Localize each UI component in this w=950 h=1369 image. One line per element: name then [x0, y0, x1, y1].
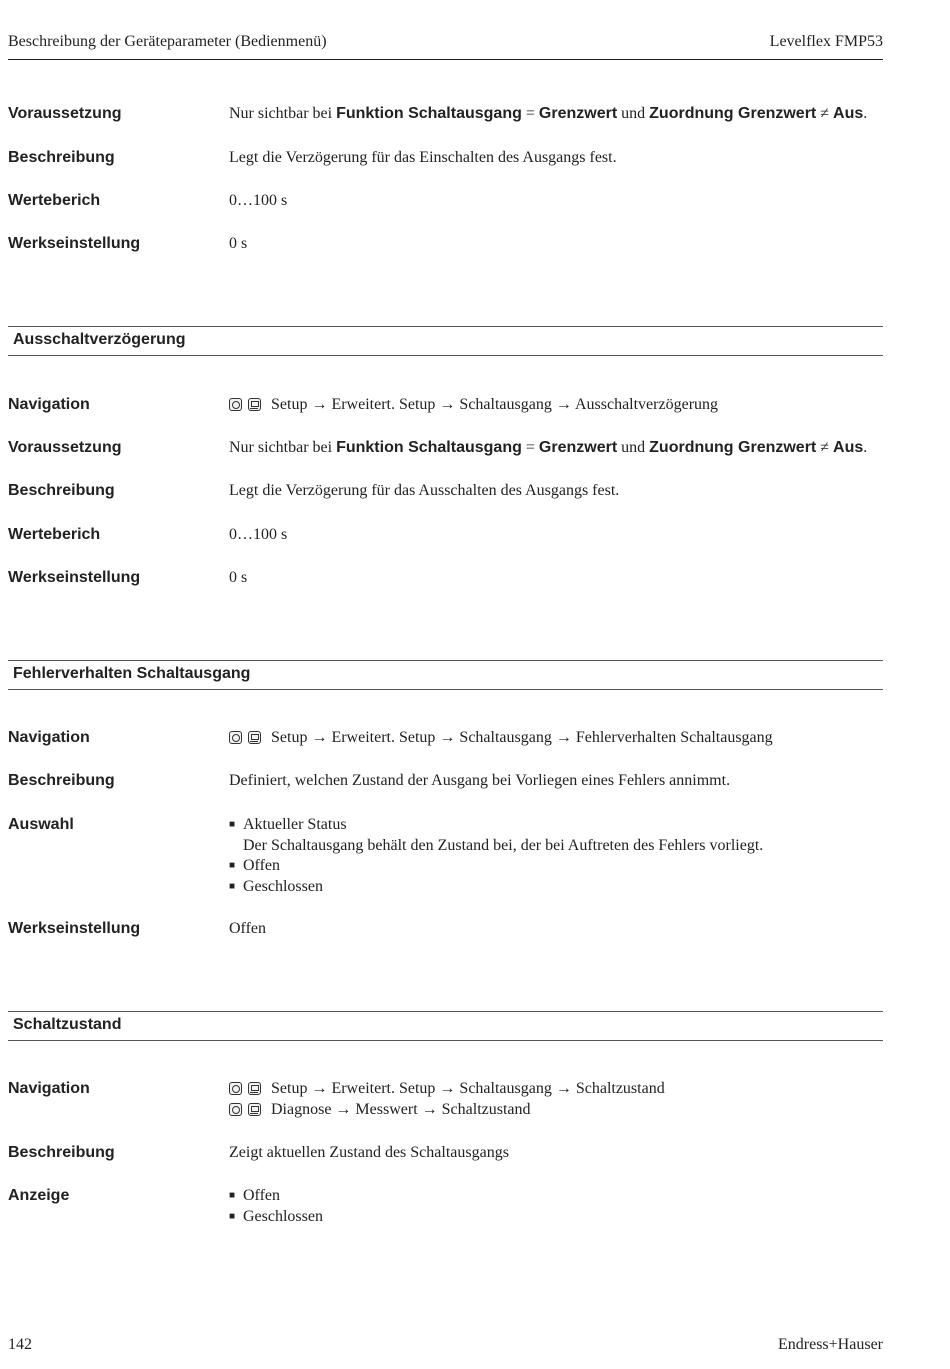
display-operation-icon	[229, 398, 242, 411]
parameter-name: Zuordnung Grenzwert	[649, 439, 817, 456]
parameter-name: Zuordnung Grenzwert	[649, 105, 817, 122]
display-geschlossen: ■ Geschlossen	[229, 1207, 883, 1228]
section-schaltzustand-header	[8, 1011, 883, 1041]
operating-tool-icon	[248, 1103, 261, 1116]
option-aktueller-status: ■ Aktueller Status	[229, 815, 883, 836]
navigation-path-setup: Setup → Erweitert. Setup → Schaltausgang → Schaltzustand	[271, 1080, 665, 1097]
display-offen: ■ Offen	[229, 1186, 883, 1207]
label-navigation: Navigation	[8, 396, 90, 413]
parameter-name: Grenzwert	[538, 105, 618, 122]
s2-werkseinstellung-value: Offen	[229, 920, 267, 937]
page-footer	[8, 1335, 883, 1355]
display-operation-icon	[229, 1103, 242, 1116]
operating-tool-icon	[248, 1082, 261, 1095]
label-navigation: Navigation	[8, 729, 90, 746]
navigation-path-diagnose: Diagnose → Messwert → Schaltzustand	[271, 1100, 531, 1118]
label-auswahl: Auswahl	[8, 816, 74, 833]
parameter-name: Aus	[833, 105, 864, 122]
label-voraussetzung: Voraussetzung	[8, 105, 122, 122]
section-title: Fehlerverhalten Schaltausgang	[13, 665, 251, 682]
label-beschreibung: Beschreibung	[8, 482, 115, 499]
parameter-name: Funktion Schaltausgang	[336, 105, 522, 122]
top-werkseinstellung-value: 0 s	[229, 235, 248, 252]
page-number: 142	[8, 1336, 32, 1353]
parameter-name: Aus	[833, 439, 864, 456]
label-werkseinstellung: Werkseinstellung	[8, 235, 141, 252]
operating-tool-icon	[248, 731, 261, 744]
option-geschlossen: ■ Geschlossen	[229, 877, 883, 898]
s2-beschreibung-value: Definiert, welchen Zustand der Ausgang bei Vorliegen eines Fehlers annimmt.	[229, 772, 731, 789]
operating-tool-icon	[248, 398, 261, 411]
page-header	[8, 32, 883, 52]
header-title: Beschreibung der Geräteparameter (Bedienmenü)	[8, 33, 327, 50]
s1-beschreibung-value: Legt die Verzögerung für das Ausschalten des Ausgangs fest.	[229, 482, 620, 499]
header-divider	[8, 59, 883, 60]
label-wertebereich: Werteberich	[8, 526, 101, 543]
navigation-path: Setup → Erweitert. Setup → Schaltausgang → Ausschaltverzögerung	[271, 396, 719, 413]
option-offen: ■ Offen	[229, 856, 883, 877]
parameter-name: Funktion Schaltausgang	[336, 439, 522, 456]
s1-wertebereich-value: 0…100 s	[229, 526, 288, 543]
brand-name: Endress+Hauser	[778, 1336, 883, 1353]
section-title: Schaltzustand	[13, 1016, 122, 1033]
option-note: Der Schaltausgang behält den Zustand bei, der bei Auftreten des Fehlers vorliegt.	[243, 836, 764, 854]
navigation-path: Setup → Erweitert. Setup → Schaltausgang → Fehlerverhalten Schaltausgang	[271, 729, 773, 746]
s3-beschreibung-value: Zeigt aktuellen Zustand des Schaltausgangs	[229, 1144, 509, 1161]
label-beschreibung: Beschreibung	[8, 1144, 115, 1161]
label-anzeige: Anzeige	[8, 1187, 70, 1204]
section-fehlerverhalten-header	[8, 660, 883, 690]
display-operation-icon	[229, 1082, 242, 1095]
label-beschreibung: Beschreibung	[8, 149, 115, 166]
header-product: Levelflex FMP53	[769, 33, 883, 50]
display-operation-icon	[229, 731, 242, 744]
label-voraussetzung: Voraussetzung	[8, 439, 122, 456]
parameter-name: Grenzwert	[538, 439, 618, 456]
top-beschreibung-value: Legt die Verzögerung für das Einschalten des Ausgangs fest.	[229, 149, 617, 166]
s1-werkseinstellung-value: 0 s	[229, 569, 248, 586]
condition-text: Nur sichtbar bei Funktion Schaltausgang = Grenzwert und Zuordnung Grenzwert ≠ Aus.	[229, 439, 868, 456]
section-ausschaltverzoegerung-header	[8, 326, 883, 356]
top-wertebereich-value: 0…100 s	[229, 192, 288, 209]
label-werkseinstellung: Werkseinstellung	[8, 569, 141, 586]
label-navigation: Navigation	[8, 1080, 90, 1097]
label-werkseinstellung: Werkseinstellung	[8, 920, 141, 937]
condition-text: Nur sichtbar bei Funktion Schaltausgang = Grenzwert und Zuordnung Grenzwert ≠ Aus.	[229, 105, 868, 122]
section-title: Ausschaltverzögerung	[13, 331, 186, 348]
label-beschreibung: Beschreibung	[8, 772, 115, 789]
label-wertebereich: Werteberich	[8, 192, 101, 209]
